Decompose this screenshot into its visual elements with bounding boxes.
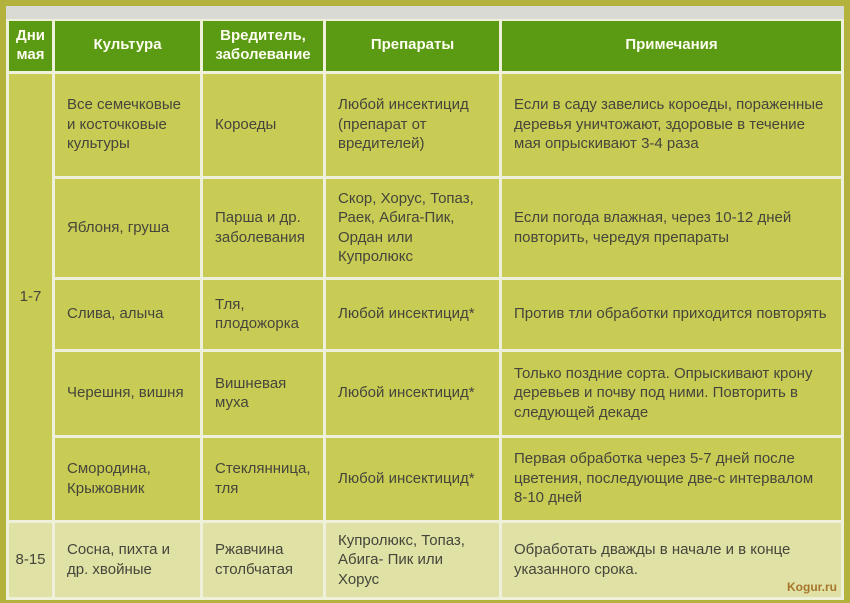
pest-cell: Тля, плодожорка <box>202 278 325 350</box>
top-band <box>6 6 844 19</box>
table-row <box>8 350 843 436</box>
pest-cell: Стеклянница, тля <box>202 436 325 521</box>
column-header-preparations: Препараты <box>325 20 501 72</box>
culture-cell: Слива, алыча <box>54 278 202 350</box>
notes-cell: Если в саду завелись короеды, пораженные деревья уничтожают, здоровые в течение мая опрыскивают 3-4 раза <box>501 72 843 177</box>
column-header-days: Дни мая <box>8 20 54 72</box>
table-row <box>8 436 843 521</box>
day-range-cell: 8-15 <box>8 521 54 599</box>
notes-cell: Только поздние сорта. Опрыскивают крону деревьев и почву под ними. Повторить в следующей декаде <box>501 350 843 436</box>
may-treatment-schedule-table <box>6 19 844 600</box>
culture-cell: Сосна, пихта и др. хвойные <box>54 521 202 599</box>
preparations-cell: Любой инсектицид (препарат от вредителей) <box>325 72 501 177</box>
table-row <box>8 521 843 599</box>
column-header-culture: Культура <box>54 20 202 72</box>
notes-cell: Если погода влажная, через 10-12 дней повторить, чередуя препараты <box>501 177 843 278</box>
preparations-cell: Любой инсектицид* <box>325 350 501 436</box>
preparations-cell: Скор, Хорус, Топаз, Раек, Абига-Пик, Ордан или Купролюкс <box>325 177 501 278</box>
table-row <box>8 278 843 350</box>
notes-cell: Первая обработка через 5-7 дней после цветения, последующие две-с интервалом 8-10 дней <box>501 436 843 521</box>
site-watermark: Kogur.ru <box>787 580 837 594</box>
preparations-cell: Любой инсектицид* <box>325 436 501 521</box>
culture-cell: Смородина, Крыжовник <box>54 436 202 521</box>
pest-cell: Ржавчина столбчатая <box>202 521 325 599</box>
culture-cell: Яблоня, груша <box>54 177 202 278</box>
header-row <box>8 20 843 72</box>
pest-cell: Вишневая муха <box>202 350 325 436</box>
table-row <box>8 177 843 278</box>
preparations-cell: Любой инсектицид* <box>325 278 501 350</box>
day-range-cell: 1-7 <box>8 72 54 521</box>
preparations-cell: Купролюкс, Топаз, Абига- Пик или Хорус <box>325 521 501 599</box>
notes-cell: Обработать дважды в начале и в конце указанного срока. <box>501 521 843 599</box>
culture-cell: Черешня, вишня <box>54 350 202 436</box>
pest-cell: Парша и др. заболевания <box>202 177 325 278</box>
table-row <box>8 72 843 177</box>
culture-cell: Все семечковые и косточковые культуры <box>54 72 202 177</box>
pest-cell: Короеды <box>202 72 325 177</box>
column-header-pest: Вредитель, заболевание <box>202 20 325 72</box>
notes-cell: Против тли обработки приходится повторять <box>501 278 843 350</box>
column-header-notes: Примечания <box>501 20 843 72</box>
